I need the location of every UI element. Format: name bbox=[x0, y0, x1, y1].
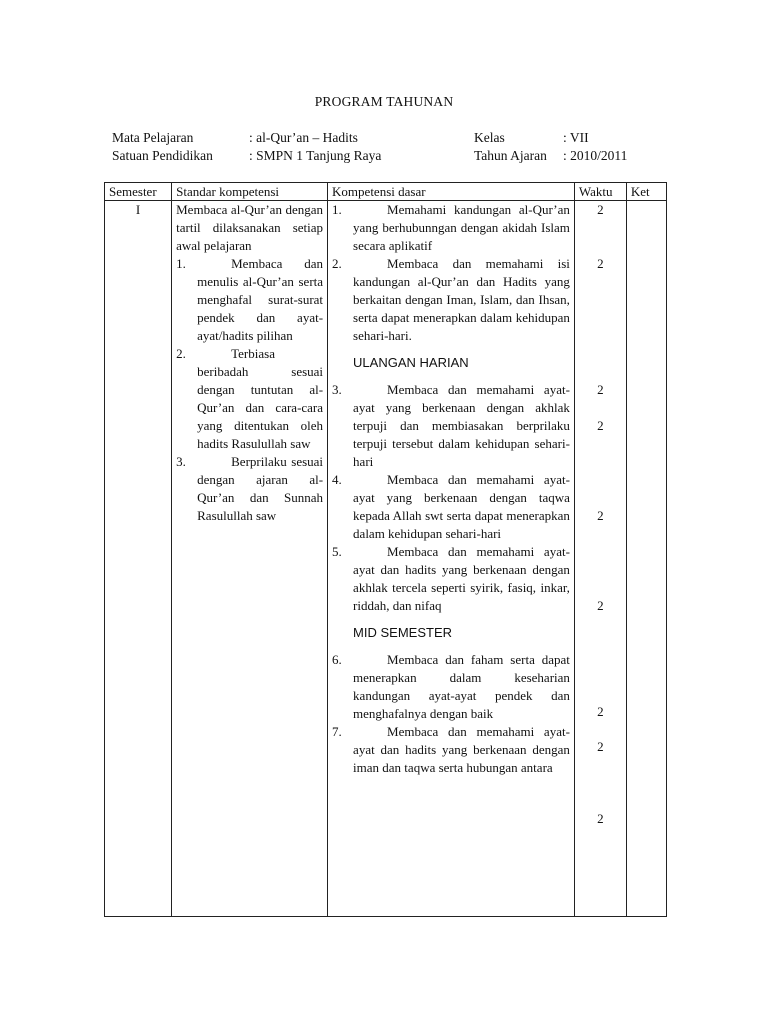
ulangan-harian-heading: ULANGAN HARIAN bbox=[353, 355, 469, 370]
list-item bbox=[332, 651, 570, 723]
list-item bbox=[332, 255, 570, 345]
sk-item-text: Membaca dan menulis al-Qur’an serta menghafal surat-surat pendek dan ayat-ayat/hadits pilihan bbox=[197, 256, 324, 343]
waktu-value: 2 bbox=[597, 256, 604, 271]
page-title: PROGRAM TAHUNAN bbox=[314, 94, 454, 109]
tahun-ajaran-label: Tahun Ajaran bbox=[474, 148, 547, 163]
kd-item-number: 5. bbox=[332, 544, 342, 559]
list-item bbox=[176, 255, 323, 345]
kd-item-text: Membaca dan faham serta dapat menerapkan dalam keseharian kandungan ayat-ayat pendek dan menghafalnya dengan baik bbox=[353, 652, 570, 721]
header-ket: Ket bbox=[626, 183, 666, 201]
kd-item-number: 6. bbox=[332, 652, 342, 667]
tahun-ajaran-value: : 2010/2011 bbox=[563, 148, 628, 163]
header-waktu: Waktu bbox=[574, 183, 626, 201]
kd-item-number: 2. bbox=[332, 256, 342, 271]
sk-item-number: 2. bbox=[176, 346, 186, 361]
kd-item-number: 4. bbox=[332, 472, 342, 487]
kd-item-text: Membaca dan memahami ayat-ayat yang berkenaan dengan akhlak terpuji dan membiasakan berprilaku terpuji tersebut dalam kehidupan sehari-hari bbox=[353, 382, 570, 469]
waktu-value: 2 bbox=[597, 704, 604, 719]
waktu-value: 2 bbox=[597, 382, 604, 397]
sk-item-text: Berprilaku sesuai dengan ajaran al-Qur’an dan Sunnah Rasulullah saw bbox=[197, 454, 324, 523]
list-item bbox=[332, 723, 570, 777]
program-table bbox=[104, 182, 667, 917]
satuan-pendidikan-label: Satuan Pendidikan bbox=[112, 148, 213, 163]
sk-item-text: Terbiasa beribadah sesuai dengan tuntutan al-Qur’an dan cara-cara yang ditentukan oleh hadits Rasulullah saw bbox=[197, 346, 324, 451]
kd-item-text: Membaca dan memahami ayat-ayat dan hadits yang berkenaan dengan iman dan taqwa serta hubungan antara bbox=[353, 724, 570, 775]
list-item bbox=[176, 345, 323, 453]
kd-item-number: 7. bbox=[332, 724, 342, 739]
waktu-cell bbox=[574, 201, 626, 917]
waktu-value: 2 bbox=[597, 739, 604, 754]
header-kompetensi-dasar: Kompetensi dasar bbox=[328, 183, 575, 201]
kompetensi-dasar-cell bbox=[328, 201, 575, 917]
list-item bbox=[332, 543, 570, 615]
waktu-value: 2 bbox=[597, 202, 604, 217]
list-item bbox=[332, 381, 570, 471]
header-semester: Semester bbox=[105, 183, 172, 201]
waktu-value: 2 bbox=[597, 508, 604, 523]
ket-cell bbox=[626, 201, 666, 917]
sk-intro: Membaca al-Qur’an dengan tartil dilaksanakan setiap awal pelajaran bbox=[176, 202, 324, 253]
semester-cell bbox=[105, 201, 172, 917]
table-row bbox=[105, 201, 667, 917]
kd-item-text: Membaca dan memahami ayat-ayat yang berkenaan dengan taqwa kepada Allah swt serta dapat menerapkan dalam kehidupan sehari-hari bbox=[353, 472, 570, 541]
header-standar-kompetensi: Standar kompetensi bbox=[172, 183, 328, 201]
mid-semester-heading: MID SEMESTER bbox=[353, 625, 453, 640]
kd-item-text: Memahami kandungan al-Qur’an yang berhubunngan dengan akidah Islam secara aplikatif bbox=[353, 202, 570, 253]
kd-item-number: 3. bbox=[332, 382, 342, 397]
kd-item-text: Membaca dan memahami ayat-ayat dan hadits yang berkenaan dengan akhlak tercela seperti syirik, fasiq, inkar, riddah, dan nifaq bbox=[353, 544, 570, 613]
satuan-pendidikan-value: : SMPN 1 Tanjung Raya bbox=[249, 148, 382, 163]
kelas-value: : VII bbox=[563, 130, 589, 145]
waktu-value: 2 bbox=[597, 598, 604, 613]
mata-pelajaran-value: : al-Qur’an – Hadits bbox=[249, 130, 358, 145]
sk-item-number: 3. bbox=[176, 454, 186, 469]
kelas-label: Kelas bbox=[474, 130, 505, 145]
mata-pelajaran-label: Mata Pelajaran bbox=[112, 130, 194, 145]
kd-item-text: Membaca dan memahami isi kandungan al-Qur’an dan Hadits yang berkaitan dengan Iman, Islam, dan Ihsan, serta dapat menerapkan dalam kehidupan sehari-hari. bbox=[353, 256, 570, 343]
table-header-row bbox=[105, 183, 667, 201]
sk-item-number: 1. bbox=[176, 256, 186, 271]
standar-kompetensi-cell bbox=[172, 201, 328, 917]
list-item bbox=[176, 453, 323, 525]
list-item bbox=[332, 201, 570, 255]
waktu-value: 2 bbox=[597, 418, 604, 433]
semester-value: I bbox=[135, 202, 141, 217]
waktu-value: 2 bbox=[597, 811, 604, 826]
list-item bbox=[332, 471, 570, 543]
kd-item-number: 1. bbox=[332, 202, 342, 217]
